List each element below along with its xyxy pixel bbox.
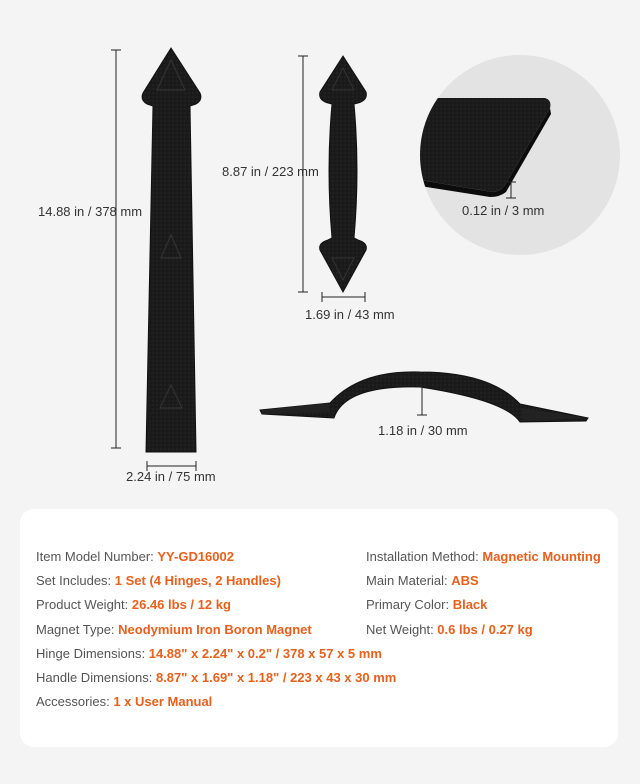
specifications-panel xyxy=(20,509,618,747)
spec-installation-method xyxy=(366,549,601,564)
handle-height-dimension xyxy=(417,386,427,415)
spec-label: Magnet Type: xyxy=(36,622,119,637)
spec-value: 1 x User Manual xyxy=(113,694,213,709)
spec-label: Accessories: xyxy=(36,694,114,709)
spec-value: 0.6 lbs / 0.27 kg xyxy=(437,622,533,637)
spec-product-weight xyxy=(36,597,231,612)
spec-main-material xyxy=(366,573,479,588)
spec-primary-color xyxy=(366,597,487,612)
spec-handle-dimensions xyxy=(36,670,396,685)
spec-value: 26.46 lbs / 12 kg xyxy=(131,597,231,612)
thickness-label: 0.12 in / 3 mm xyxy=(462,203,545,218)
spec-accessories xyxy=(36,694,212,709)
spec-set-includes xyxy=(36,573,281,588)
handle-length-label: 8.87 in / 223 mm xyxy=(222,164,319,179)
spec-value: 14.88" x 2.24" x 0.2" / 378 x 57 x 5 mm xyxy=(148,646,382,661)
hinge-strap-image xyxy=(142,48,201,452)
spec-value: Black xyxy=(452,597,488,612)
spec-value: Neodymium Iron Boron Magnet xyxy=(118,622,312,637)
spec-label: Net Weight: xyxy=(366,622,438,637)
thickness-detail-image xyxy=(420,55,620,255)
handle-height-label: 1.18 in / 30 mm xyxy=(378,423,468,438)
spec-label: Handle Dimensions: xyxy=(36,670,156,685)
handle-width-dimension xyxy=(322,292,365,302)
handle-width-label: 1.69 in / 43 mm xyxy=(305,307,395,322)
spec-magnet-type xyxy=(36,622,312,637)
hinge-width-label: 2.24 in / 75 mm xyxy=(126,469,216,484)
spec-item-model-number xyxy=(36,549,234,564)
spec-hinge-dimensions xyxy=(36,646,382,661)
spec-label: Main Material: xyxy=(366,573,452,588)
spec-label: Product Weight: xyxy=(36,597,132,612)
spec-value: YY-GD16002 xyxy=(157,549,234,564)
spec-label: Item Model Number: xyxy=(36,549,158,564)
hinge-length-label: 14.88 in / 378 mm xyxy=(38,204,143,219)
handle-side-view-image xyxy=(260,372,588,422)
handle-top-view-image xyxy=(320,56,367,292)
spec-label: Set Includes: xyxy=(36,573,115,588)
spec-label: Installation Method: xyxy=(366,549,483,564)
spec-label: Hinge Dimensions: xyxy=(36,646,149,661)
spec-value: 1 Set (4 Hinges, 2 Handles) xyxy=(114,573,281,588)
spec-value: Magnetic Mounting xyxy=(482,549,601,564)
spec-value: ABS xyxy=(451,573,479,588)
hinge-length-dimension xyxy=(111,50,121,448)
spec-value: 8.87" x 1.69" x 1.18" / 223 x 43 x 30 mm xyxy=(155,670,397,685)
spec-net-weight xyxy=(366,622,533,637)
spec-label: Primary Color: xyxy=(366,597,453,612)
